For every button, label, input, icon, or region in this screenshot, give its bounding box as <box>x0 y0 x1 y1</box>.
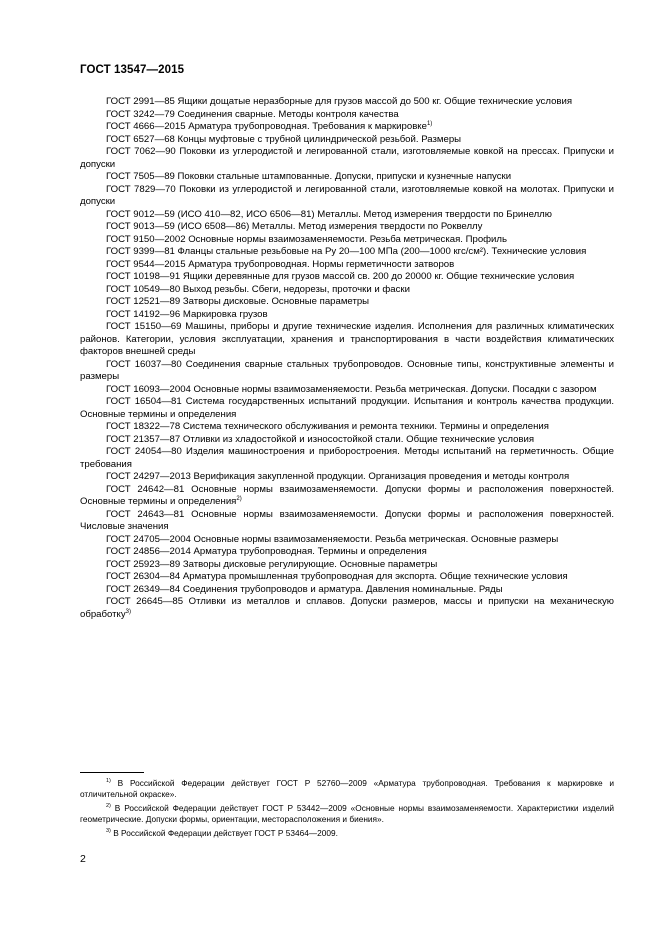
footnote-mark: 3) <box>125 608 131 615</box>
footnote <box>80 778 614 801</box>
footnote-separator <box>80 772 144 773</box>
footnote-text: В Российской Федерации действует ГОСТ Р 52760—2009 «Арматура трубопроводная. Требования к маркировке и отличительной окраске». <box>80 778 614 800</box>
reference-entry <box>80 584 614 597</box>
reference-entry <box>80 321 614 359</box>
footnote-number: 1) <box>106 778 111 785</box>
footnote-number: 2) <box>106 803 111 810</box>
reference-text: ГОСТ 14192—96 Маркировка грузов <box>106 308 268 320</box>
reference-text: ГОСТ 24705—2004 Основные нормы взаимозаменяемости. Резьба метрическая. Основные размеры <box>106 533 559 545</box>
reference-text: ГОСТ 16037—80 Соединения сварные стальных трубопроводов. Основные типы, конструктивные элементы и размеры <box>80 358 614 382</box>
reference-entry <box>80 534 614 547</box>
reference-entry <box>80 546 614 559</box>
reference-entry <box>80 559 614 572</box>
footnote-number: 3) <box>106 827 111 834</box>
reference-entry <box>80 596 614 621</box>
reference-text: ГОСТ 26304—84 Арматура промышленная трубопроводная для экспорта. Общие технические условия <box>106 571 568 582</box>
reference-entry <box>80 96 614 109</box>
reference-text: ГОСТ 2991—85 Ящики дощатые неразборные для грузов массой до 500 кг. Общие технические условия <box>106 96 573 107</box>
reference-text: ГОСТ 10198—91 Ящики деревянные для грузов массой св. 200 до 20000 кг. Общие технические условия <box>106 271 575 282</box>
reference-text: ГОСТ 6527—68 Концы муфтовые с трубной цилиндрической резьбой. Размеры <box>106 133 462 145</box>
footnotes <box>80 778 614 841</box>
reference-text: ГОСТ 18322—78 Система технического обслуживания и ремонта техники. Термины и определения <box>106 421 549 432</box>
reference-entry <box>80 221 614 234</box>
reference-entry <box>80 296 614 309</box>
reference-text: ГОСТ 26645—85 Отливки из металлов и сплавов. Допуски размеров, массы и припуски на механическую обработку <box>80 596 614 620</box>
reference-entry <box>80 284 614 297</box>
reference-entry <box>80 246 614 259</box>
reference-text: ГОСТ 21357—87 Отливки из хладостойкой и износостойкой стали. Общие технические условия <box>106 433 535 445</box>
reference-text: ГОСТ 7505—89 Поковки стальные штампованные. Допуски, припуски и кузнечные напуски <box>106 171 512 182</box>
reference-text: ГОСТ 24856—2014 Арматура трубопроводная. Термины и определения <box>106 546 427 557</box>
reference-entry <box>80 184 614 209</box>
reference-entry <box>80 134 614 147</box>
document-header: ГОСТ 13547—2015 <box>80 64 185 76</box>
reference-entry <box>80 484 614 509</box>
reference-entry <box>80 109 614 122</box>
reference-entry <box>80 259 614 272</box>
reference-text: ГОСТ 10549—80 Выход резьбы. Сбеги, недорезы, проточки и фаски <box>106 283 410 295</box>
reference-text: ГОСТ 24642—81 Основные нормы взаимозаменяемости. Допуски формы и расположения поверхностей. Основные термины и определения <box>80 483 614 507</box>
reference-text: ГОСТ 16093—2004 Основные нормы взаимозаменяемости. Резьба метрическая. Допуски. Посадки с зазором <box>106 383 597 395</box>
reference-text: ГОСТ 7062—90 Поковки из углеродистой и легированной стали, изготовляемые ковкой на прессах. Припуски и допуски <box>80 146 614 170</box>
page-number: 2 <box>80 853 86 865</box>
reference-text: ГОСТ 3242—79 Соединения сварные. Методы контроля качества <box>106 108 399 120</box>
footnote-mark: 2) <box>236 495 242 502</box>
reference-text: ГОСТ 9544—2015 Арматура трубопроводная. Нормы герметичности затворов <box>106 258 455 270</box>
reference-text: ГОСТ 25923—89 Затворы дисковые регулирующие. Основные параметры <box>106 558 438 570</box>
normative-references-list <box>80 96 614 621</box>
reference-entry <box>80 359 614 384</box>
reference-entry <box>80 309 614 322</box>
reference-text: ГОСТ 7829—70 Поковки из углеродистой и легированной стали, изготовляемые ковкой на молотах. Припуски и допуски <box>80 183 614 207</box>
reference-entry <box>80 421 614 434</box>
reference-text: ГОСТ 24643—81 Основные нормы взаимозаменяемости. Допуски формы и расположения поверхностей. Числовые значения <box>80 508 614 532</box>
reference-entry <box>80 271 614 284</box>
reference-entry <box>80 146 614 171</box>
reference-entry <box>80 209 614 222</box>
reference-text: ГОСТ 16504—81 Система государственных испытаний продукции. Испытания и контроль качества продукции. Основные термины и определения <box>80 396 614 420</box>
reference-text: ГОСТ 9399—81 Фланцы стальные резьбовые на Ру 20—100 МПа (200—1000 кгс/см²). Технические условия <box>106 246 587 257</box>
reference-entry <box>80 396 614 421</box>
reference-text: ГОСТ 15150—69 Машины, приборы и другие технические изделия. Исполнения для различных климатических районов. Категории, условия эксплуатации, хранения и транспортирования в части воздействия климатических факторов внешней среды <box>80 321 614 357</box>
reference-text: ГОСТ 4666—2015 Арматура трубопроводная. Требования к маркировке <box>106 121 427 132</box>
reference-text: ГОСТ 9150—2002 Основные нормы взаимозаменяемости. Резьба метрическая. Профиль <box>106 233 508 245</box>
reference-entry <box>80 471 614 484</box>
reference-entry <box>80 171 614 184</box>
reference-text: ГОСТ 26349—84 Соединения трубопроводов и арматура. Давления номинальные. Ряды <box>106 583 503 595</box>
reference-entry <box>80 121 614 134</box>
footnote <box>80 803 614 826</box>
reference-text: ГОСТ 9013—59 (ИСО 6508—86) Металлы. Метод измерения твердости по Роквеллу <box>106 221 483 232</box>
reference-entry <box>80 509 614 534</box>
footnote <box>80 828 614 839</box>
reference-entry <box>80 234 614 247</box>
reference-entry <box>80 571 614 584</box>
reference-text: ГОСТ 24054—80 Изделия машиностроения и приборостроения. Методы испытаний на герметичность. Общие требования <box>80 446 614 470</box>
reference-text: ГОСТ 12521—89 Затворы дисковые. Основные параметры <box>106 296 370 307</box>
reference-entry <box>80 434 614 447</box>
reference-entry <box>80 446 614 471</box>
footnote-text: В Российской Федерации действует ГОСТ Р 53442—2009 «Основные нормы взаимозаменяемости. Характеристики изделий геометрические. Допуски формы, ориентации, месторасположения и биения». <box>80 802 614 825</box>
footnote-text: В Российской Федерации действует ГОСТ Р 53464—2009. <box>113 827 338 838</box>
reference-text: ГОСТ 24297—2013 Верификация закупленной продукции. Организация проведения и методы контроля <box>106 471 570 482</box>
reference-entry <box>80 384 614 397</box>
footnote-mark: 1) <box>426 120 433 127</box>
reference-text: ГОСТ 9012—59 (ИСО 410—82, ИСО 6506—81) Металлы. Метод измерения твердости по Бринеллю <box>106 208 552 220</box>
